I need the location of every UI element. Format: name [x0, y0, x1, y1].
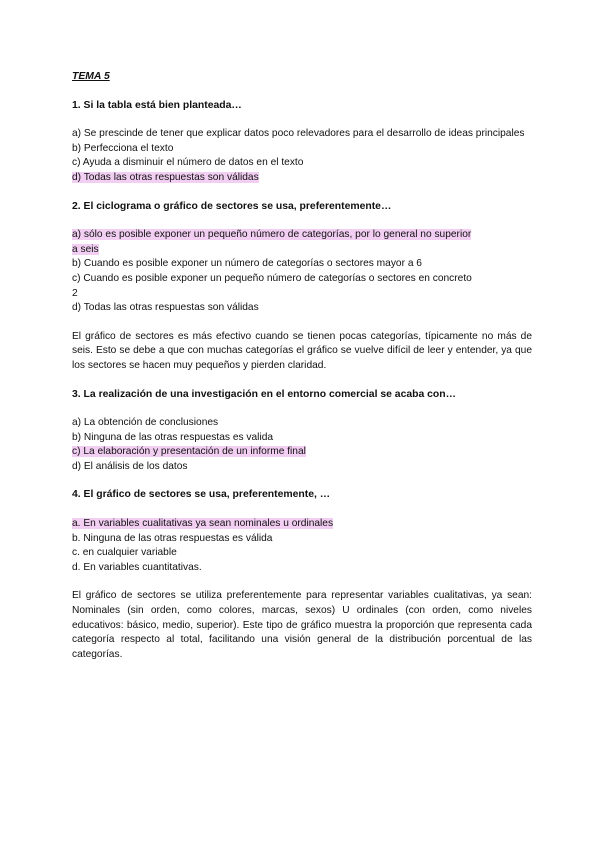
- options-4: [72, 517, 532, 575]
- question-1: 1. Si la tabla está bien planteada…: [72, 99, 242, 111]
- option-1b: b) Perfecciona el texto: [72, 142, 174, 154]
- document-page: [72, 70, 532, 676]
- option-2a-highlighted: a) sólo es posible exponer un pequeño número de categorías, por lo general no superior a seis: [72, 229, 472, 255]
- options-2: [72, 228, 532, 316]
- option-3d: d) El análisis de los datos: [72, 460, 188, 472]
- option-2b: b) Cuando es posible exponer un número de categorías o sectores mayor a 6: [72, 258, 422, 270]
- option-1a: a) Se prescinde de tener que explicar datos poco relevadores para el desarrollo de ideas principales: [72, 128, 525, 140]
- question-block-3: [72, 388, 532, 475]
- option-4d: d. En variables cuantitativas.: [72, 561, 202, 573]
- option-2c: c) Cuando es posible exponer un pequeño número de categorías o sectores en concreto 2: [72, 272, 472, 299]
- option-4a-highlighted: a. En variables cualitativas ya sean nominales u ordinales: [72, 518, 334, 530]
- option-3b: b) Ninguna de las otras respuestas es valida: [72, 431, 274, 443]
- question-block-2: [72, 200, 532, 374]
- question-2: 2. El ciclograma o gráfico de sectores se usa, preferentemente…: [72, 200, 392, 212]
- explanation-2: El gráfico de sectores es más efectivo cuando se tienen pocas categorías, típicamente no más de seis. Esto se debe a que con muchas categorías el gráfico se vuelve difícil de leer y entender, ya que los sectores se hacen muy pequeños y pierden claridad.: [72, 330, 532, 371]
- options-3: [72, 416, 532, 474]
- option-2d: d) Todas las otras respuestas son válidas: [72, 302, 259, 314]
- question-3: 3. La realización de una investigación en el entorno comercial se acaba con…: [72, 388, 457, 400]
- option-4b: b. Ninguna de las otras respuestas es válida: [72, 532, 273, 544]
- question-block-4: [72, 488, 532, 662]
- option-4c: c. en cualquier variable: [72, 547, 177, 559]
- option-3c-highlighted: c) La elaboración y presentación de un informe final: [72, 446, 306, 458]
- document-title: TEMA 5: [72, 71, 110, 82]
- option-3a: a) La obtención de conclusiones: [72, 417, 219, 429]
- explanation-4: El gráfico de sectores se utiliza preferentemente para representar variables cualitativas, ya sean: Nominales (sin orden, como colores, marcas, sexos) U ordinales (con orden, como niveles educativos: básico, medio, superior). Este tipo de gráfico muestra la proporción que representa cada categoría respecto al total, facilitando una visión general de la distribución porcentual de las categorías.: [72, 590, 532, 660]
- option-1d-highlighted: d) Todas las otras respuestas son válidas: [72, 171, 259, 183]
- question-block-1: [72, 99, 532, 186]
- question-4: 4. El gráfico de sectores se usa, preferentemente, …: [72, 489, 331, 501]
- options-1: [72, 127, 532, 185]
- option-1c: c) Ayuda a disminuir el número de datos en el texto: [72, 157, 304, 169]
